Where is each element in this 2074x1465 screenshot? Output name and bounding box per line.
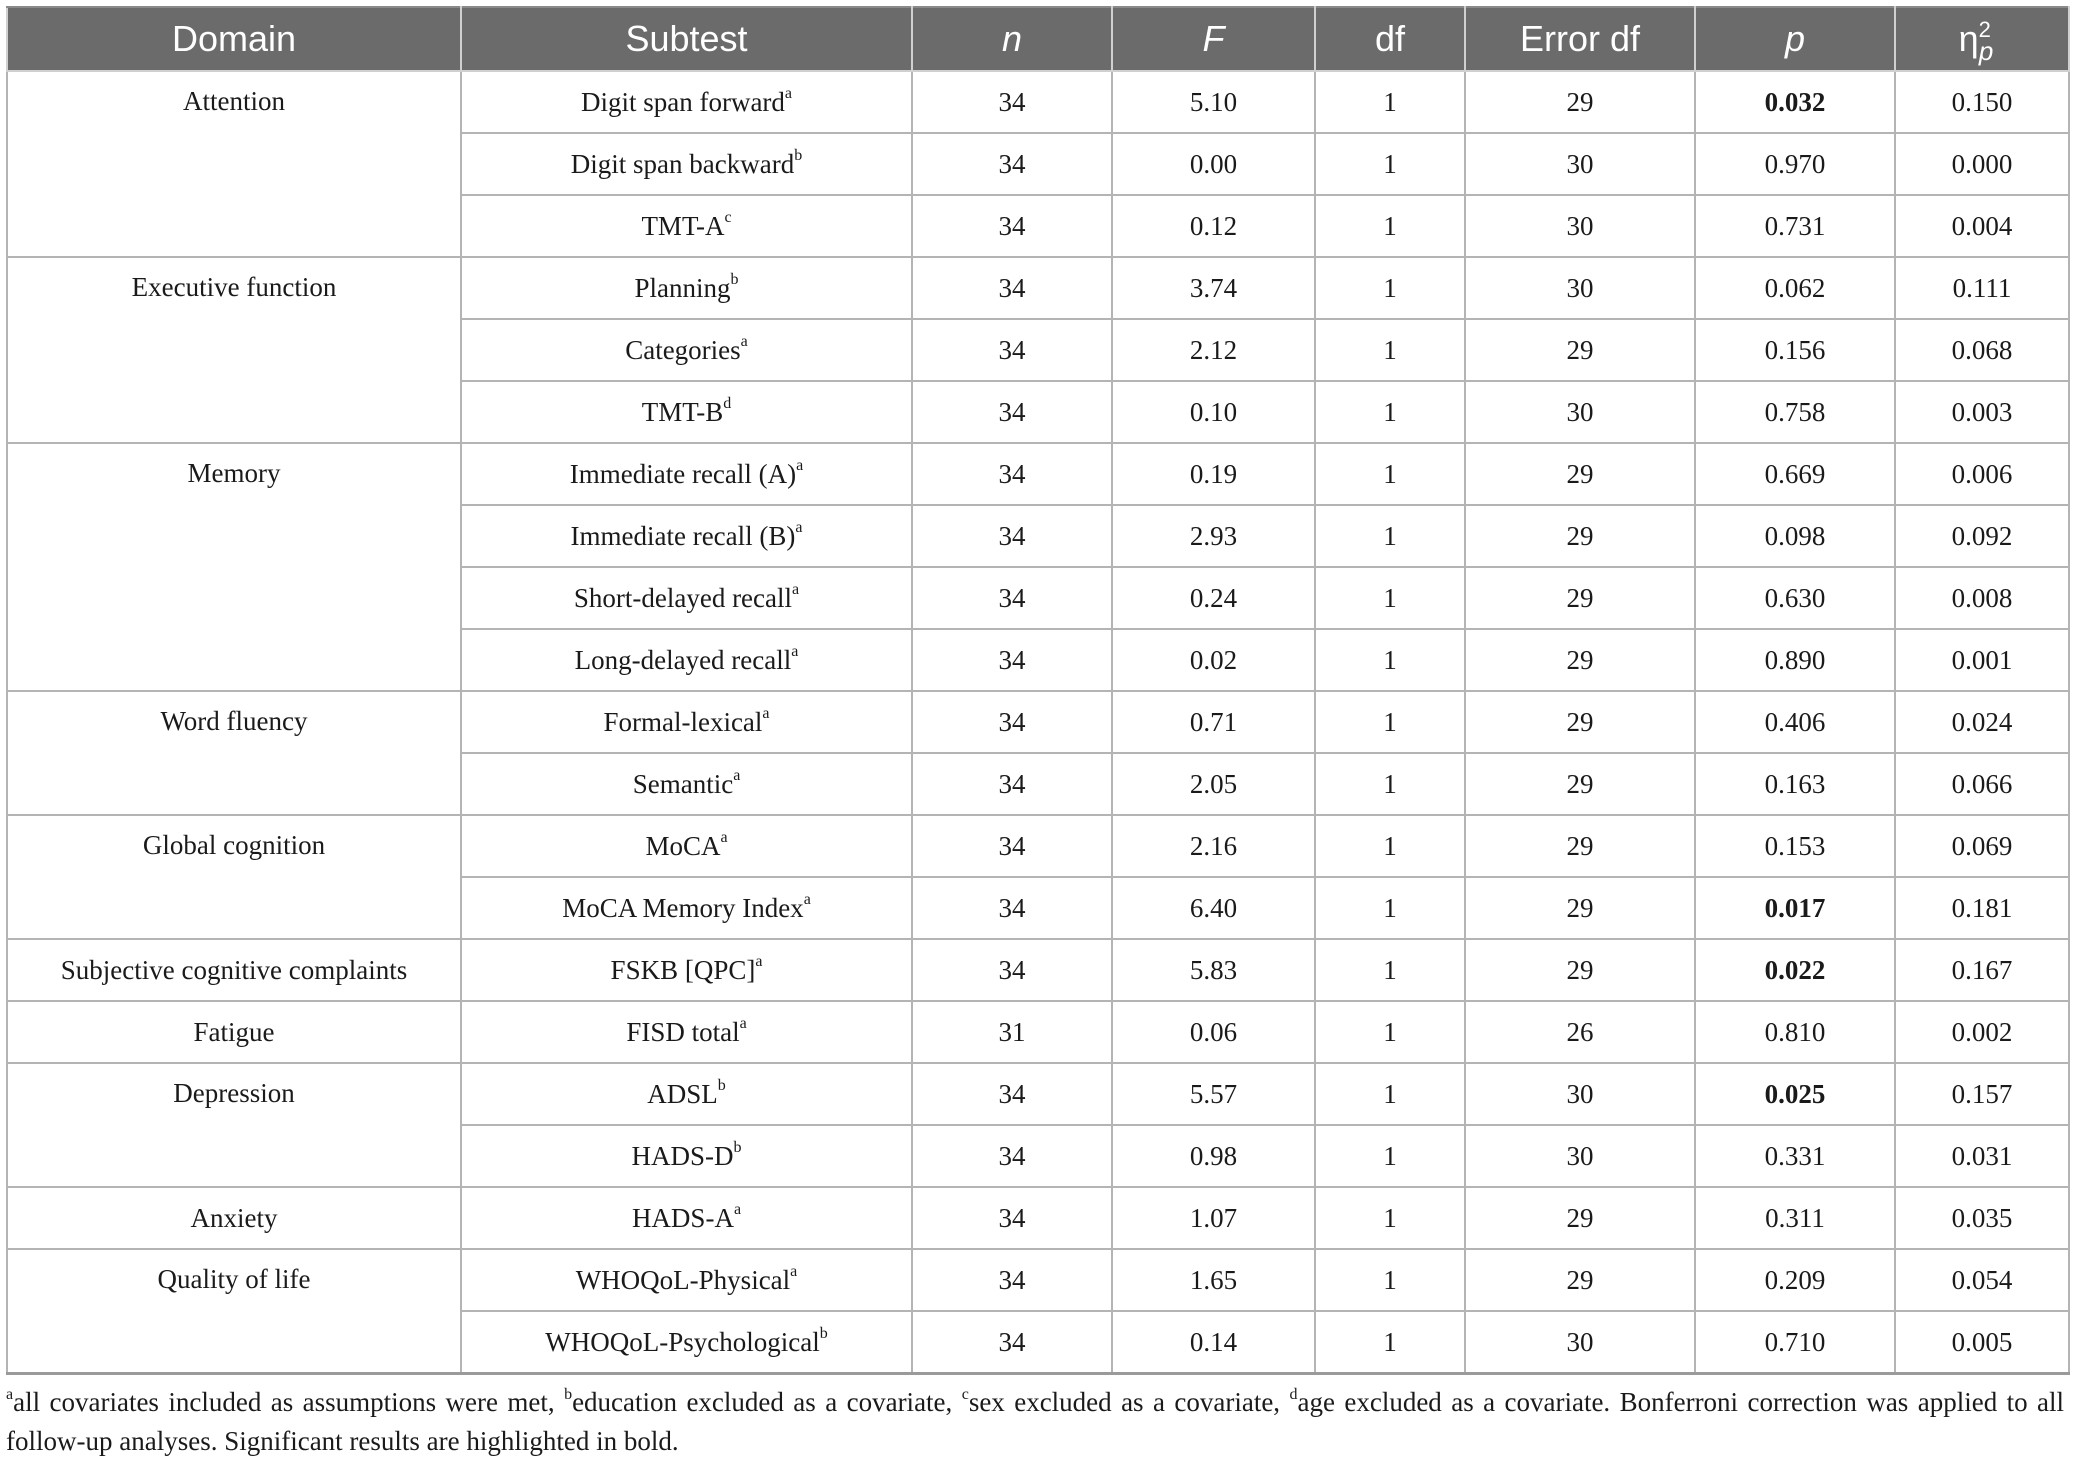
cell-domain: Quality of life	[7, 1249, 461, 1374]
eta-symbol: η	[1958, 18, 1979, 59]
subtest-label: Short-delayed recall	[573, 582, 793, 613]
cell-p: 0.758	[1695, 381, 1895, 443]
subtest-label: HADS-A	[631, 1202, 734, 1233]
cell-df: 1	[1315, 1063, 1465, 1125]
cell-error-df: 29	[1465, 939, 1695, 1001]
cell-p: 0.098	[1695, 505, 1895, 567]
cell-error-df: 26	[1465, 1001, 1695, 1063]
cell-f: 0.24	[1112, 567, 1315, 629]
cell-f: 2.93	[1112, 505, 1315, 567]
cell-domain: Attention	[7, 71, 461, 257]
cell-subtest	[461, 1063, 912, 1125]
table-row	[7, 1187, 2069, 1249]
cell-eta: 0.006	[1895, 443, 2069, 505]
cell-df: 1	[1315, 319, 1465, 381]
cell-p: 0.970	[1695, 133, 1895, 195]
cell-subtest	[461, 877, 912, 939]
cell-subtest	[461, 939, 912, 1001]
subtest-label: FISD total	[626, 1016, 740, 1047]
cell-subtest	[461, 71, 912, 133]
table-row	[7, 939, 2069, 1001]
footnote-mark: b	[733, 1138, 742, 1156]
cell-df: 1	[1315, 257, 1465, 319]
table-row	[7, 691, 2069, 753]
cell-f: 0.98	[1112, 1125, 1315, 1187]
cell-domain: Memory	[7, 443, 461, 691]
cell-p: 0.669	[1695, 443, 1895, 505]
cell-error-df: 29	[1465, 1187, 1695, 1249]
cell-subtest	[461, 133, 912, 195]
footnote-mark: b	[794, 146, 803, 164]
cell-p: 0.163	[1695, 753, 1895, 815]
cell-df: 1	[1315, 71, 1465, 133]
footnote-mark: a	[803, 890, 811, 908]
cell-df: 1	[1315, 567, 1465, 629]
cell-error-df: 29	[1465, 1249, 1695, 1311]
subtest-label: MoCA	[645, 830, 721, 861]
cell-df: 1	[1315, 753, 1465, 815]
header-p: p	[1695, 7, 1895, 71]
subtest-label: Digit span forward	[580, 86, 785, 117]
cell-n: 34	[912, 1125, 1112, 1187]
subtest-label: Long-delayed recall	[574, 644, 792, 675]
cell-eta: 0.157	[1895, 1063, 2069, 1125]
cell-f: 0.19	[1112, 443, 1315, 505]
cell-error-df: 30	[1465, 1125, 1695, 1187]
cell-eta: 0.003	[1895, 381, 2069, 443]
cell-subtest	[461, 257, 912, 319]
cell-n: 34	[912, 505, 1112, 567]
cell-subtest	[461, 381, 912, 443]
cell-error-df: 29	[1465, 319, 1695, 381]
cell-df: 1	[1315, 1187, 1465, 1249]
footnote-mark-a: a	[6, 1386, 14, 1403]
cell-eta: 0.092	[1895, 505, 2069, 567]
cell-eta: 0.054	[1895, 1249, 2069, 1311]
footnote-mark: d	[723, 394, 732, 412]
subtest-label: ADSL	[647, 1078, 718, 1109]
cell-eta: 0.068	[1895, 319, 2069, 381]
cell-f: 5.83	[1112, 939, 1315, 1001]
cell-p: 0.331	[1695, 1125, 1895, 1187]
cell-error-df: 30	[1465, 133, 1695, 195]
cell-n: 34	[912, 1249, 1112, 1311]
cell-subtest	[461, 1001, 912, 1063]
subtest-label: TMT-B	[641, 396, 724, 427]
cell-n: 34	[912, 1063, 1112, 1125]
cell-error-df: 29	[1465, 443, 1695, 505]
cell-subtest	[461, 443, 912, 505]
cell-subtest	[461, 1187, 912, 1249]
cell-eta: 0.005	[1895, 1311, 2069, 1374]
footnote-mark: a	[762, 704, 770, 722]
cell-n: 34	[912, 877, 1112, 939]
cell-n: 34	[912, 257, 1112, 319]
cell-df: 1	[1315, 877, 1465, 939]
cell-error-df: 29	[1465, 505, 1695, 567]
cell-domain: Fatigue	[7, 1001, 461, 1063]
cell-p: 0.032	[1695, 71, 1895, 133]
table-row	[7, 815, 2069, 877]
footnote-c-text: sex excluded as a covariate,	[968, 1387, 1290, 1417]
cell-n: 34	[912, 939, 1112, 1001]
header-error-df: Error df	[1465, 7, 1695, 71]
cell-domain: Word fluency	[7, 691, 461, 815]
cell-subtest	[461, 629, 912, 691]
cell-subtest	[461, 1311, 912, 1374]
subtest-label: Immediate recall (A)	[569, 458, 797, 489]
footnote-d-text: age excluded as a covariate. Bonferroni correction was applied to all follow-up analyses. Significant results are highlighted in bold.	[6, 1387, 2065, 1456]
cell-f: 2.05	[1112, 753, 1315, 815]
footnote-mark: a	[784, 84, 793, 102]
cell-n: 31	[912, 1001, 1112, 1063]
table-row	[7, 443, 2069, 505]
table-row	[7, 1249, 2069, 1311]
cell-df: 1	[1315, 815, 1465, 877]
cell-subtest	[461, 691, 912, 753]
subtest-label: Semantic	[632, 768, 734, 799]
footnote-mark: a	[795, 518, 803, 536]
cell-n: 34	[912, 443, 1112, 505]
cell-p: 0.890	[1695, 629, 1895, 691]
cell-f: 0.14	[1112, 1311, 1315, 1374]
cell-error-df: 30	[1465, 257, 1695, 319]
cell-n: 34	[912, 133, 1112, 195]
subtest-label: WHOQoL-Physical	[575, 1264, 791, 1295]
cell-eta: 0.035	[1895, 1187, 2069, 1249]
cell-p: 0.156	[1695, 319, 1895, 381]
cell-p: 0.311	[1695, 1187, 1895, 1249]
cell-df: 1	[1315, 505, 1465, 567]
cell-eta: 0.001	[1895, 629, 2069, 691]
cell-f: 0.00	[1112, 133, 1315, 195]
footnote-mark: b	[819, 1324, 828, 1342]
table-row	[7, 1063, 2069, 1125]
header-f: F	[1112, 7, 1315, 71]
subtest-label: FSKB [QPC]	[610, 954, 756, 985]
cell-eta: 0.031	[1895, 1125, 2069, 1187]
cell-n: 34	[912, 319, 1112, 381]
cell-subtest	[461, 1125, 912, 1187]
cell-p: 0.025	[1695, 1063, 1895, 1125]
cell-df: 1	[1315, 133, 1465, 195]
subtest-label: Formal-lexical	[603, 706, 763, 737]
cell-df: 1	[1315, 1001, 1465, 1063]
cell-f: 0.02	[1112, 629, 1315, 691]
cell-f: 1.65	[1112, 1249, 1315, 1311]
cell-n: 34	[912, 1187, 1112, 1249]
cell-f: 5.10	[1112, 71, 1315, 133]
cell-f: 0.06	[1112, 1001, 1315, 1063]
cell-f: 6.40	[1112, 877, 1315, 939]
results-table-container	[6, 6, 2068, 1375]
footnote-mark-c: c	[961, 1386, 969, 1403]
footnote-mark: a	[740, 332, 748, 350]
cell-eta: 0.000	[1895, 133, 2069, 195]
cell-df: 1	[1315, 629, 1465, 691]
subtest-label: MoCA Memory Index	[562, 892, 804, 923]
cell-eta: 0.167	[1895, 939, 2069, 1001]
cell-n: 34	[912, 381, 1112, 443]
cell-eta: 0.008	[1895, 567, 2069, 629]
footnote-a-text: all covariates included as assumptions were met,	[13, 1387, 565, 1417]
header-n: n	[912, 7, 1112, 71]
table-row	[7, 1001, 2069, 1063]
cell-p: 0.630	[1695, 567, 1895, 629]
cell-subtest	[461, 505, 912, 567]
cell-f: 0.10	[1112, 381, 1315, 443]
cell-n: 34	[912, 71, 1112, 133]
footnote-mark: b	[717, 1076, 726, 1094]
cell-n: 34	[912, 195, 1112, 257]
cell-p: 0.810	[1695, 1001, 1895, 1063]
cell-n: 34	[912, 1311, 1112, 1374]
cell-n: 34	[912, 567, 1112, 629]
cell-f: 2.12	[1112, 319, 1315, 381]
subtest-label: HADS-D	[631, 1140, 734, 1171]
cell-p: 0.406	[1695, 691, 1895, 753]
cell-p: 0.017	[1695, 877, 1895, 939]
cell-error-df: 29	[1465, 71, 1695, 133]
cell-eta: 0.150	[1895, 71, 2069, 133]
cell-eta: 0.066	[1895, 753, 2069, 815]
cell-eta: 0.004	[1895, 195, 2069, 257]
header-subtest: Subtest	[461, 7, 912, 71]
table-row	[7, 71, 2069, 133]
cell-f: 1.07	[1112, 1187, 1315, 1249]
table-body	[7, 71, 2069, 1374]
cell-subtest	[461, 567, 912, 629]
header-row	[7, 7, 2069, 71]
cell-n: 34	[912, 691, 1112, 753]
cell-subtest	[461, 815, 912, 877]
cell-f: 0.12	[1112, 195, 1315, 257]
footnote-mark: a	[733, 766, 741, 784]
cell-f: 0.71	[1112, 691, 1315, 753]
cell-error-df: 29	[1465, 567, 1695, 629]
footnote-mark: a	[796, 456, 804, 474]
cell-df: 1	[1315, 691, 1465, 753]
cell-domain: Anxiety	[7, 1187, 461, 1249]
cell-p: 0.022	[1695, 939, 1895, 1001]
cell-p: 0.153	[1695, 815, 1895, 877]
cell-error-df: 29	[1465, 877, 1695, 939]
footnote-mark: b	[730, 270, 739, 288]
results-table	[6, 6, 2070, 1375]
table-header	[7, 7, 2069, 71]
subtest-label: Categories	[625, 334, 741, 365]
cell-domain: Executive function	[7, 257, 461, 443]
cell-df: 1	[1315, 939, 1465, 1001]
header-eta	[1895, 7, 2069, 71]
cell-n: 34	[912, 629, 1112, 691]
cell-subtest	[461, 753, 912, 815]
cell-domain: Subjective cognitive complaints	[7, 939, 461, 1001]
cell-df: 1	[1315, 195, 1465, 257]
cell-error-df: 29	[1465, 753, 1695, 815]
subtest-label: Immediate recall (B)	[570, 520, 796, 551]
cell-f: 2.16	[1112, 815, 1315, 877]
cell-df: 1	[1315, 1249, 1465, 1311]
cell-p: 0.062	[1695, 257, 1895, 319]
cell-p: 0.710	[1695, 1311, 1895, 1374]
cell-n: 34	[912, 815, 1112, 877]
footnote-mark: a	[755, 952, 763, 970]
cell-domain: Global cognition	[7, 815, 461, 939]
header-domain: Domain	[7, 7, 461, 71]
cell-error-df: 30	[1465, 381, 1695, 443]
cell-df: 1	[1315, 1311, 1465, 1374]
footnote-mark: a	[791, 642, 799, 660]
subtest-label: TMT-A	[641, 210, 725, 241]
eta-subscript: p	[1978, 36, 1994, 66]
subtest-label: Digit span backward	[570, 148, 795, 179]
cell-subtest	[461, 1249, 912, 1311]
cell-domain: Depression	[7, 1063, 461, 1187]
footnote-mark: a	[792, 580, 800, 598]
cell-error-df: 30	[1465, 1311, 1695, 1374]
cell-p: 0.209	[1695, 1249, 1895, 1311]
table-row	[7, 257, 2069, 319]
table-footnote	[6, 1383, 2064, 1461]
cell-subtest	[461, 195, 912, 257]
cell-eta: 0.111	[1895, 257, 2069, 319]
header-df: df	[1315, 7, 1465, 71]
cell-eta: 0.002	[1895, 1001, 2069, 1063]
cell-eta: 0.181	[1895, 877, 2069, 939]
cell-df: 1	[1315, 381, 1465, 443]
cell-f: 3.74	[1112, 257, 1315, 319]
footnote-mark: c	[724, 208, 732, 226]
cell-error-df: 29	[1465, 629, 1695, 691]
footnote-mark: a	[790, 1262, 798, 1280]
footnote-b-text: education excluded as a covariate,	[572, 1387, 962, 1417]
footnote-mark: a	[733, 1200, 742, 1218]
cell-eta: 0.069	[1895, 815, 2069, 877]
cell-error-df: 29	[1465, 691, 1695, 753]
cell-df: 1	[1315, 443, 1465, 505]
cell-df: 1	[1315, 1125, 1465, 1187]
footnote-mark: a	[739, 1014, 747, 1032]
subtest-label: Planning	[634, 272, 731, 303]
cell-p: 0.731	[1695, 195, 1895, 257]
cell-n: 34	[912, 753, 1112, 815]
footnote-mark: a	[720, 828, 728, 846]
cell-error-df: 30	[1465, 1063, 1695, 1125]
footnote-mark-b: b	[564, 1386, 573, 1403]
cell-error-df: 30	[1465, 195, 1695, 257]
cell-subtest	[461, 319, 912, 381]
eta-superscript: 2	[1978, 17, 1991, 42]
subtest-label: WHOQoL-Psychological	[545, 1326, 820, 1357]
cell-eta: 0.024	[1895, 691, 2069, 753]
footnote-mark-d: d	[1289, 1386, 1298, 1403]
cell-error-df: 29	[1465, 815, 1695, 877]
cell-f: 5.57	[1112, 1063, 1315, 1125]
